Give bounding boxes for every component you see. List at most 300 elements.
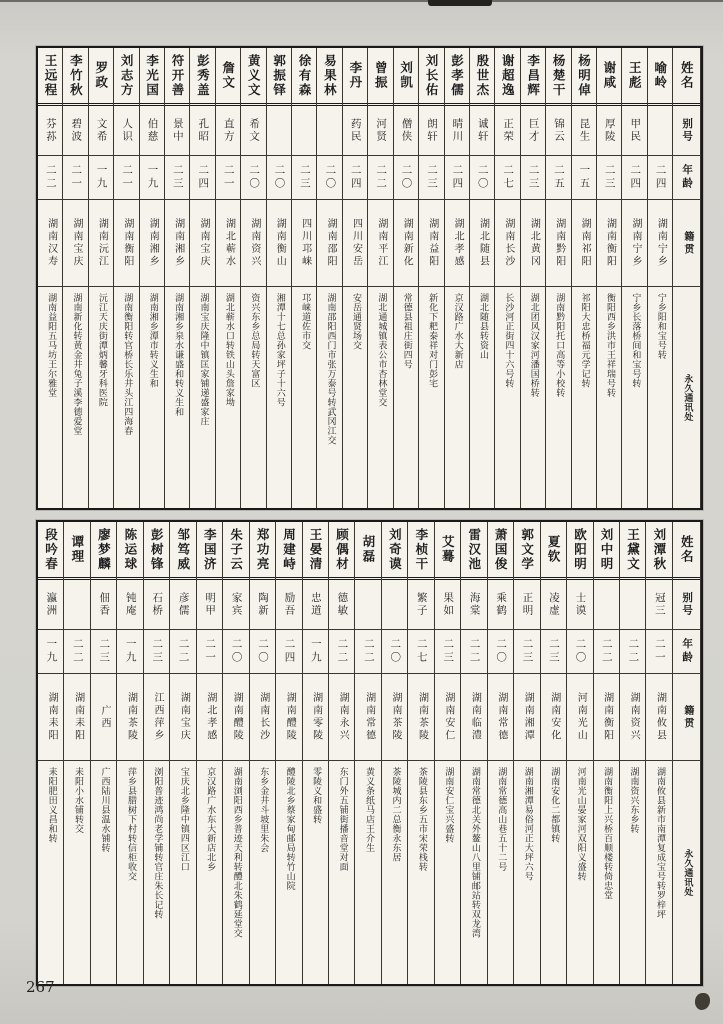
person-column (144, 522, 170, 984)
person-name-cell (170, 522, 195, 580)
person-alias-cell (216, 106, 240, 156)
person-address: 湖北团风汉家河潘国桥转 (528, 293, 539, 398)
person-age-cell (408, 630, 433, 674)
person-name-cell (495, 48, 519, 106)
person-alias-cell (144, 580, 169, 630)
row-header-address: 永久通讯处 (682, 373, 693, 422)
person-alias-cell (394, 106, 418, 156)
person-age: 二二 (44, 164, 57, 191)
person-address-cell (646, 761, 671, 984)
person-column (197, 522, 223, 984)
person-origin-cell (114, 200, 138, 287)
person-column (594, 522, 620, 984)
person-origin: 湖南常德 (363, 692, 375, 742)
row-header-origin: 籍贯 (681, 230, 693, 256)
person-name-cell (197, 522, 222, 580)
row-header-age: 年龄 (681, 164, 694, 191)
person-address: 湖南浏阳西乡普迹天利转醴北朱鹤延堂交 (231, 767, 242, 938)
person-column (382, 522, 408, 984)
person-address-cell (368, 287, 392, 508)
person-address: 邛崃道佐市交 (300, 293, 311, 350)
person-alias: 诚轩 (476, 118, 489, 143)
person-age-cell (495, 156, 519, 200)
person-name: 王彪 (627, 61, 643, 90)
person-name: 杨明倬 (576, 53, 592, 98)
row-header-origin-cell (673, 200, 700, 287)
person-origin: 湖南安仁 (442, 692, 454, 742)
person-name-cell (567, 522, 592, 580)
person-column (250, 522, 276, 984)
person-alias: 正荣 (502, 118, 515, 143)
person-name: 詹文 (220, 61, 236, 90)
row-header-name-cell (673, 48, 700, 106)
person-address: 祁阳大忠桥福元学记转 (579, 293, 590, 388)
person-name: 徐有森 (297, 53, 313, 98)
person-alias: 凌虚 (548, 592, 560, 617)
person-address-cell (572, 287, 596, 508)
person-age: 二一 (653, 638, 666, 665)
person-column (276, 522, 302, 984)
person-origin-cell (170, 674, 195, 761)
person-origin-cell (91, 674, 116, 761)
person-address-cell (292, 287, 316, 508)
person-origin: 湖北孝感 (452, 218, 464, 268)
person-name-cell (355, 522, 380, 580)
row-header-name: 姓名 (679, 61, 695, 90)
person-origin-cell (144, 674, 169, 761)
person-age-cell (514, 630, 539, 674)
person-alias: 碧波 (70, 118, 83, 143)
person-column (488, 522, 514, 984)
person-age-cell (419, 156, 443, 200)
person-alias-cell (303, 580, 328, 630)
person-origin: 湖南醴陵 (231, 692, 243, 742)
person-column (546, 48, 571, 508)
person-alias-cell (38, 580, 63, 630)
person-age: 二〇 (495, 638, 508, 665)
person-name: 刘志方 (119, 53, 135, 98)
person-alias-cell (89, 106, 113, 156)
person-name-cell (419, 48, 443, 106)
person-column (91, 522, 117, 984)
row-header-address-cell (673, 287, 700, 508)
person-alias: 德敏 (336, 592, 349, 617)
person-alias: 海棠 (468, 592, 481, 617)
person-age-cell (382, 630, 407, 674)
person-age: 一九 (146, 164, 159, 191)
person-origin: 湖北黄冈 (528, 218, 540, 268)
person-age: 二一 (121, 164, 134, 191)
person-age-cell (144, 630, 169, 674)
person-name-cell (394, 48, 418, 106)
person-name-cell (64, 522, 89, 580)
person-name-cell (382, 522, 407, 580)
person-column (435, 522, 461, 984)
person-address-cell (435, 761, 460, 984)
person-address-cell (541, 761, 566, 984)
person-origin: 湖南宁乡 (629, 218, 641, 268)
person-address-cell (445, 287, 469, 508)
person-name: 刘潭秋 (651, 527, 667, 572)
person-origin: 湖南茶陵 (416, 692, 428, 742)
person-name: 王远程 (42, 53, 58, 98)
person-address-cell (514, 761, 539, 984)
person-address: 沅江天庆街潭炳馨牙科医院 (96, 293, 107, 407)
person-address: 宁乡阳和宝号转 (655, 293, 666, 360)
person-alias-cell (514, 580, 539, 630)
person-column (597, 48, 622, 508)
person-origin-cell (38, 200, 62, 287)
person-alias: 正明 (521, 592, 534, 617)
person-age: 二三 (298, 164, 311, 191)
person-name-cell (572, 48, 596, 106)
person-age-cell (197, 630, 222, 674)
person-address: 湖南湘乡泉水谦盛和转义生和 (173, 293, 184, 417)
person-address: 湖南资兴东乡转 (628, 767, 639, 834)
person-origin-cell (594, 674, 619, 761)
person-name: 胡磊 (360, 535, 376, 564)
person-origin: 湖南宝庆 (71, 218, 82, 268)
person-column (355, 522, 381, 984)
person-origin-cell (63, 200, 87, 287)
person-age: 一九 (45, 638, 58, 665)
person-age: 二〇 (324, 164, 337, 191)
person-alias: 彦儒 (177, 592, 190, 617)
directory-entries-top (38, 48, 673, 508)
person-age: 二四 (283, 638, 296, 665)
person-name-cell (114, 48, 138, 106)
person-name: 王黛文 (625, 527, 641, 572)
person-address-cell (461, 761, 486, 984)
person-origin-cell (292, 200, 316, 287)
person-name: 罗政 (93, 61, 109, 90)
person-name: 李竹秋 (68, 53, 84, 98)
person-age: 二四 (349, 164, 362, 191)
person-age-cell (435, 630, 460, 674)
person-alias-cell (488, 580, 513, 630)
person-address-cell (216, 287, 240, 508)
person-name-cell (435, 522, 460, 580)
person-column (394, 48, 419, 508)
person-alias: 家宾 (230, 592, 243, 617)
person-address-cell (117, 761, 142, 984)
person-age: 二二 (468, 638, 481, 665)
person-origin-cell (394, 200, 418, 287)
person-name: 朱子云 (228, 527, 244, 572)
person-age: 二三 (171, 164, 184, 191)
person-address: 东门外五铺街播音堂对面 (337, 767, 348, 872)
person-address: 河南光山晏家河双阳义盛转 (575, 767, 586, 881)
person-address-cell (567, 761, 592, 984)
person-origin: 广西 (99, 704, 111, 730)
person-column (38, 522, 64, 984)
person-alias-cell (521, 106, 545, 156)
person-alias-cell (382, 580, 407, 630)
person-address-cell (197, 761, 222, 984)
person-age: 一五 (578, 164, 591, 191)
person-origin-cell (140, 200, 164, 287)
person-name-cell (267, 48, 291, 106)
person-address: 湖南湘潭易俗河正大坪六号 (522, 767, 533, 881)
person-alias-cell (435, 580, 460, 630)
person-address: 零陵义和盛转 (311, 767, 322, 824)
person-column (620, 522, 646, 984)
person-address: 湖北通城镇表公市杏林堂交 (376, 293, 387, 407)
person-age: 二二 (362, 638, 375, 665)
person-origin-cell (303, 674, 328, 761)
person-age: 二〇 (273, 164, 286, 191)
person-address-cell (317, 287, 341, 508)
person-name-cell (445, 48, 469, 106)
person-address: 浏阳普迹鸿尚老学铺转官庄朱长记转 (152, 767, 163, 919)
person-age: 一九 (309, 638, 322, 665)
directory-table-top (36, 46, 703, 510)
person-address: 宝庆北乡隆中镇四区江口 (178, 767, 189, 872)
person-address-cell (495, 287, 519, 508)
person-name: 符开善 (169, 53, 185, 98)
person-age: 二七 (415, 638, 428, 665)
person-column (267, 48, 292, 508)
person-column (419, 48, 444, 508)
person-origin: 湖南湘潭 (522, 692, 534, 742)
person-age-cell (597, 156, 621, 200)
person-age-cell (38, 630, 63, 674)
person-name: 刘凯 (398, 61, 414, 90)
person-age: 二三 (603, 164, 616, 191)
person-address: 湖南常德高山巷五十二号 (496, 767, 507, 872)
person-address-cell (89, 287, 113, 508)
person-name-cell (368, 48, 392, 106)
person-age-cell (541, 630, 566, 674)
person-name: 谢超逸 (500, 53, 516, 98)
person-age: 二七 (502, 164, 515, 191)
person-address: 湖南攸县新市南潭复成宝号转罗梓坪 (655, 767, 665, 919)
person-age: 二一 (204, 638, 217, 665)
person-column (329, 522, 355, 984)
person-address: 醴陵北乡蔡家甸邮局转竹山院 (284, 767, 295, 891)
person-name-cell (488, 522, 513, 580)
person-origin-cell (408, 674, 433, 761)
person-age: 二〇 (257, 638, 270, 665)
person-name: 郭文学 (519, 527, 535, 572)
person-address-cell (241, 287, 265, 508)
person-origin-cell (343, 200, 367, 287)
person-origin-cell (419, 200, 443, 287)
row-header-age: 年龄 (681, 638, 694, 665)
row-header-alias: 别号 (681, 592, 694, 617)
person-alias: 繁子 (415, 592, 428, 617)
person-age-cell (646, 630, 671, 674)
person-alias-cell (620, 580, 645, 630)
person-alias-cell (648, 106, 672, 156)
person-address: 湖北随县转资山 (477, 293, 488, 360)
row-header-age-cell (673, 630, 700, 674)
person-address-cell (63, 287, 87, 508)
person-address-cell (64, 761, 89, 984)
person-age: 二〇 (400, 164, 413, 191)
row-header-origin-cell (673, 674, 700, 761)
person-column (445, 48, 470, 508)
person-address: 湖北蕲水口转铁山头詹家坳 (223, 293, 234, 407)
person-column (470, 48, 495, 508)
person-address: 京汉路广水东大新店北乡 (205, 767, 216, 872)
person-name-cell (303, 522, 328, 580)
person-age-cell (594, 630, 619, 674)
person-age-cell (91, 630, 116, 674)
person-address: 湖南湘乡潭市转义生和 (147, 293, 158, 388)
person-age-cell (63, 156, 87, 200)
person-address-cell (594, 761, 619, 984)
person-address: 湖南安化二都镇转 (549, 767, 560, 843)
person-origin: 湖北随县 (477, 218, 489, 268)
person-origin: 湖南沅江 (96, 218, 108, 268)
person-alias: 孔昭 (197, 118, 210, 143)
person-column (165, 48, 190, 508)
person-age: 二一 (70, 164, 83, 191)
person-origin: 湖南衡山 (274, 218, 286, 268)
person-address-cell (329, 761, 354, 984)
person-origin: 湖南新化 (401, 218, 413, 268)
person-origin: 湖南汉寿 (45, 218, 57, 268)
person-name-cell (317, 48, 341, 106)
person-name: 郑功亮 (255, 527, 271, 572)
person-address: 湖南衡阳转官桥长乐井头江四海春 (122, 293, 133, 436)
person-address-cell (165, 287, 189, 508)
person-origin-cell (276, 674, 301, 761)
person-alias-cell (165, 106, 189, 156)
person-origin: 湖南耒阳 (46, 692, 58, 742)
person-age: 二〇 (230, 638, 243, 665)
person-name-cell (594, 522, 619, 580)
person-alias-cell (408, 580, 433, 630)
person-alias: 果如 (442, 592, 455, 617)
person-alias: 佃香 (98, 592, 111, 617)
person-origin-cell (488, 674, 513, 761)
person-name-cell (165, 48, 189, 106)
person-origin: 湖南宝庆 (178, 692, 190, 742)
row-header-address: 永久通讯处 (682, 848, 693, 897)
person-column (622, 48, 647, 508)
person-address: 湖南常德北关外鳌山八里铺邮站转双龙湾 (469, 767, 480, 938)
person-age: 二五 (552, 164, 565, 191)
person-age-cell (170, 630, 195, 674)
person-origin-cell (495, 200, 519, 287)
person-age-cell (470, 156, 494, 200)
person-name: 谭理 (69, 535, 85, 564)
person-alias: 希文 (248, 118, 261, 143)
person-age: 二三 (151, 638, 164, 665)
person-alias: 药民 (349, 118, 362, 143)
person-address-cell (419, 287, 443, 508)
person-address: 耒阳肥田义昌和转 (46, 767, 57, 843)
person-alias: 景中 (171, 118, 184, 143)
person-alias-cell (140, 106, 164, 156)
person-origin-cell (541, 674, 566, 761)
person-alias-cell (461, 580, 486, 630)
person-column (117, 522, 143, 984)
person-address: 茶陵城内二总衡永东居 (390, 767, 401, 862)
person-origin: 湖南益阳 (426, 218, 438, 268)
person-address: 东乡金井斗坡里朱会 (258, 767, 269, 853)
person-alias: 芬荪 (44, 118, 57, 143)
person-age: 二二 (600, 638, 613, 665)
person-alias-cell (572, 106, 596, 156)
person-origin: 湖南黔阳 (553, 218, 565, 268)
person-address: 湖南衡阳上兴桥百顺楼转倚忠堂 (602, 767, 613, 900)
person-name-cell (343, 48, 367, 106)
person-origin: 河南光山 (575, 692, 587, 742)
person-origin-cell (597, 200, 621, 287)
person-origin-cell (241, 200, 265, 287)
person-origin: 湖南耒阳 (72, 692, 84, 742)
person-address-cell (91, 761, 116, 984)
person-age: 二〇 (574, 638, 587, 665)
person-age: 二二 (71, 638, 84, 665)
person-column (343, 48, 368, 508)
person-column (461, 522, 487, 984)
person-name: 王晏清 (308, 527, 323, 572)
person-age-cell (38, 156, 62, 200)
person-age-cell (622, 156, 646, 200)
person-name: 萧国俊 (493, 527, 509, 572)
person-origin: 四川安岳 (350, 218, 362, 268)
person-name: 艾蓦 (440, 535, 456, 564)
person-age-cell (267, 156, 291, 200)
person-name: 欧阳明 (572, 527, 588, 572)
person-origin: 江西萍乡 (151, 692, 163, 742)
person-alias-cell (64, 580, 89, 630)
row-header-alias: 别号 (681, 118, 694, 143)
person-name: 李国济 (202, 527, 218, 572)
person-address-cell (223, 761, 248, 984)
person-name: 刘奇谟 (387, 527, 403, 572)
person-origin-cell (445, 200, 469, 287)
person-age: 二四 (197, 164, 210, 191)
person-name: 杨楚干 (551, 53, 567, 98)
person-name: 彭孝儒 (449, 53, 465, 98)
person-address: 萍乡县腊树下村转信柜收交 (125, 767, 136, 881)
person-age-cell (117, 630, 142, 674)
person-age-cell (276, 630, 301, 674)
person-origin: 湖南资兴 (628, 692, 640, 742)
person-origin: 湖南长沙 (502, 218, 514, 268)
person-column (514, 522, 540, 984)
person-address: 新化下粑泰祥对门彭宅 (427, 293, 438, 388)
person-origin-cell (190, 200, 214, 287)
person-address: 耒阳小水铺转交 (73, 767, 84, 834)
person-age-cell (394, 156, 418, 200)
person-origin-cell (461, 674, 486, 761)
person-address: 宁乡长落桥间和宝号转 (630, 293, 641, 388)
person-origin-cell (435, 674, 460, 761)
person-address-cell (38, 761, 63, 984)
person-name-cell (241, 48, 265, 106)
person-address-cell (470, 287, 494, 508)
person-age: 一九 (124, 638, 137, 665)
person-address: 湖南安仁宝兴盛转 (443, 767, 454, 843)
person-alias: 明甲 (204, 592, 217, 617)
person-origin: 湖北孝感 (204, 692, 216, 742)
row-header-age-cell (673, 156, 700, 200)
person-age-cell (521, 156, 545, 200)
person-alias-cell (267, 106, 291, 156)
person-name: 李丹 (347, 61, 363, 90)
person-alias: 励吾 (283, 592, 296, 617)
person-age: 二二 (336, 638, 349, 665)
person-origin: 湖南平江 (375, 218, 387, 268)
person-origin-cell (470, 200, 494, 287)
person-alias: 伯慈 (146, 118, 159, 143)
